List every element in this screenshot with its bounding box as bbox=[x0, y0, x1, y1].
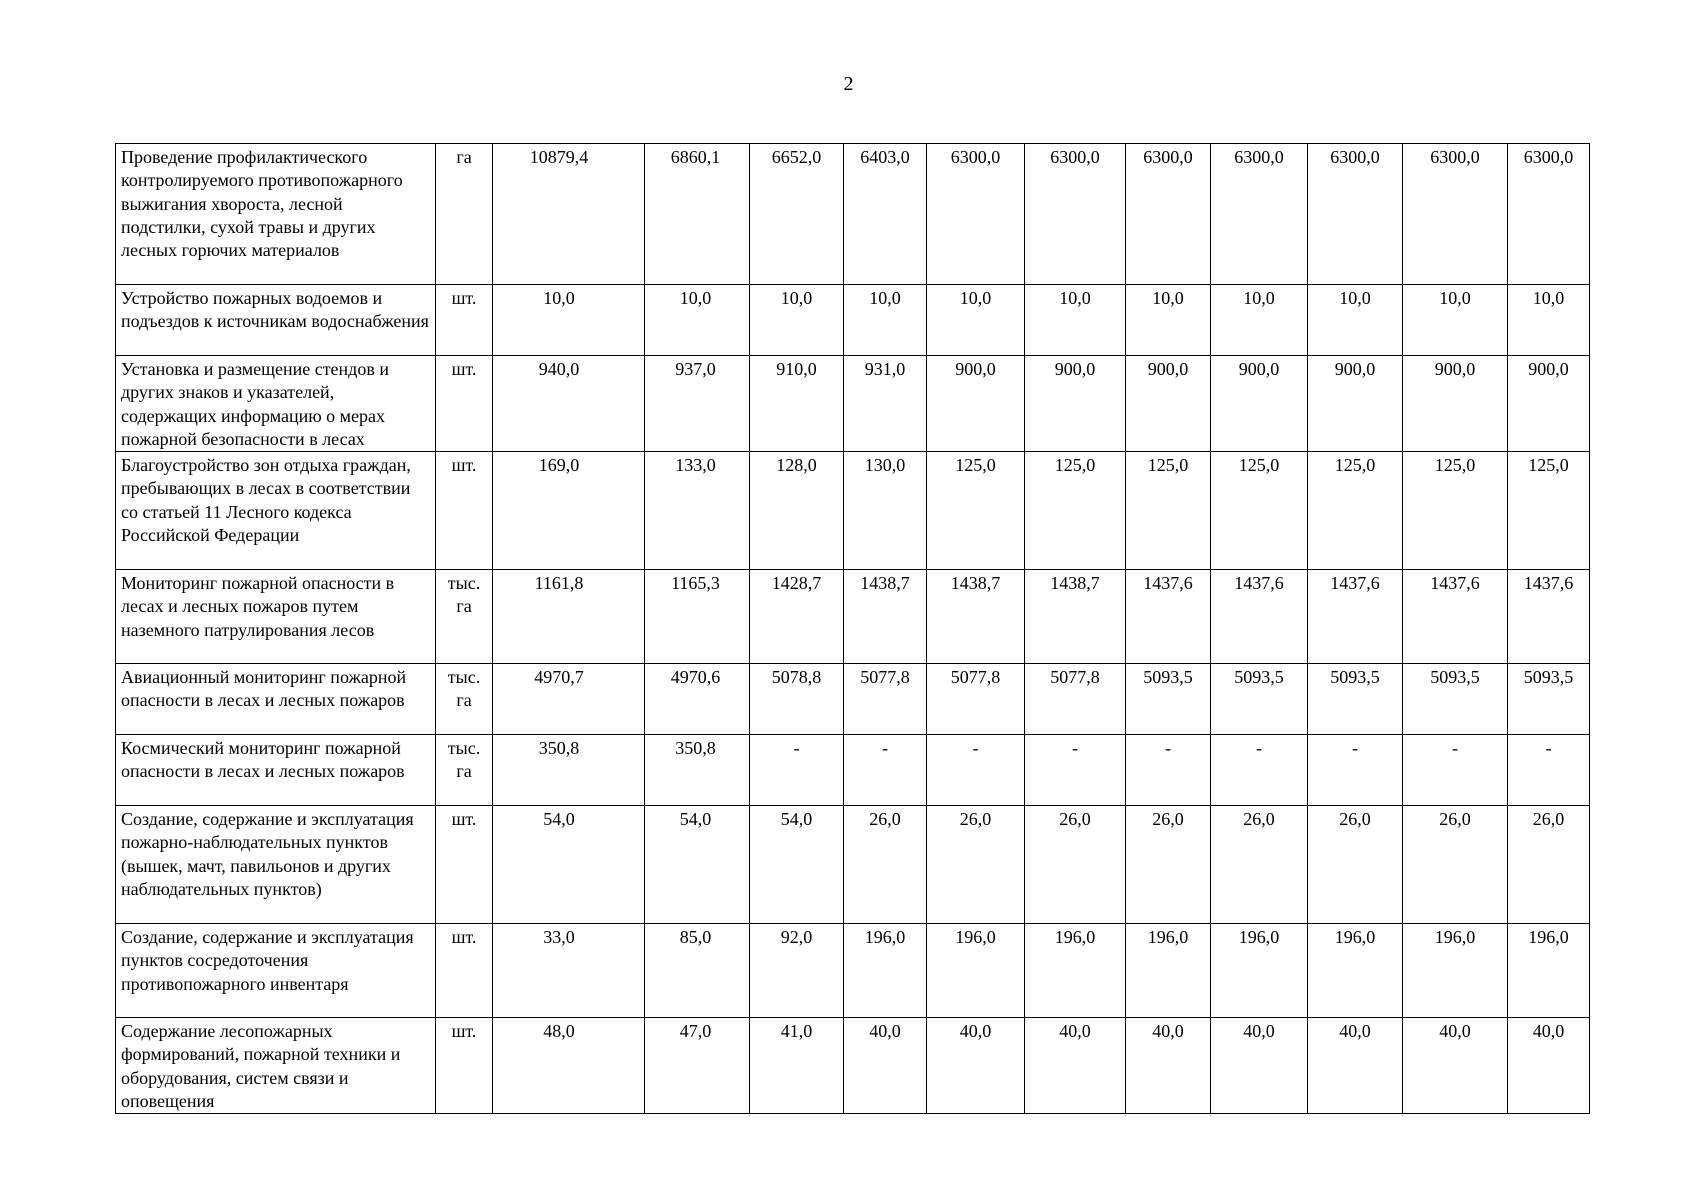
value-cell: 1165,3 bbox=[645, 570, 750, 664]
table-row bbox=[116, 452, 1590, 570]
value-cell: 26,0 bbox=[1308, 806, 1403, 924]
value-cell: - bbox=[927, 735, 1025, 806]
value-cell: - bbox=[1403, 735, 1508, 806]
value-cell: 125,0 bbox=[1025, 452, 1126, 570]
value-cell: 40,0 bbox=[927, 1018, 1025, 1114]
value-cell: 196,0 bbox=[1025, 924, 1126, 1018]
value-cell: 10,0 bbox=[750, 285, 844, 356]
value-cell: 10,0 bbox=[1403, 285, 1508, 356]
value-cell: 6300,0 bbox=[1025, 144, 1126, 285]
value-cell: 10,0 bbox=[1308, 285, 1403, 356]
table-row bbox=[116, 806, 1590, 924]
value-cell: 6300,0 bbox=[1308, 144, 1403, 285]
value-cell: 1437,6 bbox=[1508, 570, 1590, 664]
value-cell: 196,0 bbox=[1508, 924, 1590, 1018]
activity-name-cell: Космический мониторинг пожарной опасности в лесах и лесных пожаров bbox=[116, 735, 436, 806]
value-cell: 196,0 bbox=[1211, 924, 1308, 1018]
value-cell: 10,0 bbox=[645, 285, 750, 356]
activity-name-cell: Мониторинг пожарной опасности в лесах и лесных пожаров путем наземного патрулирования лесов bbox=[116, 570, 436, 664]
value-cell: 1161,8 bbox=[493, 570, 645, 664]
value-cell: 40,0 bbox=[844, 1018, 927, 1114]
table-row bbox=[116, 570, 1590, 664]
value-cell: 33,0 bbox=[493, 924, 645, 1018]
value-cell: 40,0 bbox=[1508, 1018, 1590, 1114]
table-body bbox=[116, 144, 1590, 1114]
value-cell: 128,0 bbox=[750, 452, 844, 570]
value-cell: 10879,4 bbox=[493, 144, 645, 285]
value-cell: 125,0 bbox=[1211, 452, 1308, 570]
value-cell: 900,0 bbox=[1126, 356, 1211, 452]
table-row bbox=[116, 1018, 1590, 1114]
value-cell: 6300,0 bbox=[1211, 144, 1308, 285]
value-cell: 26,0 bbox=[927, 806, 1025, 924]
value-cell: 92,0 bbox=[750, 924, 844, 1018]
value-cell: 1438,7 bbox=[1025, 570, 1126, 664]
value-cell: 931,0 bbox=[844, 356, 927, 452]
table-row bbox=[116, 924, 1590, 1018]
activity-name-cell: Установка и размещение стендов и других знаков и указателей, содержащих информацию о мерах пожарной безопасности в лесах bbox=[116, 356, 436, 452]
value-cell: 54,0 bbox=[493, 806, 645, 924]
value-cell: 196,0 bbox=[1126, 924, 1211, 1018]
unit-cell: шт. bbox=[436, 1018, 493, 1114]
value-cell: - bbox=[844, 735, 927, 806]
value-cell: 125,0 bbox=[1308, 452, 1403, 570]
value-cell: 6300,0 bbox=[1403, 144, 1508, 285]
value-cell: - bbox=[1308, 735, 1403, 806]
table-row bbox=[116, 664, 1590, 735]
value-cell: - bbox=[750, 735, 844, 806]
value-cell: - bbox=[1025, 735, 1126, 806]
value-cell: 48,0 bbox=[493, 1018, 645, 1114]
unit-cell: шт. bbox=[436, 924, 493, 1018]
activity-name-cell: Устройство пожарных водоемов и подъездов к источникам водоснабжения bbox=[116, 285, 436, 356]
value-cell: 900,0 bbox=[1403, 356, 1508, 452]
unit-cell: тыс. га bbox=[436, 570, 493, 664]
activities-table bbox=[115, 143, 1590, 1114]
value-cell: 350,8 bbox=[493, 735, 645, 806]
value-cell: 900,0 bbox=[1308, 356, 1403, 452]
value-cell: 125,0 bbox=[1508, 452, 1590, 570]
value-cell: 40,0 bbox=[1403, 1018, 1508, 1114]
activity-name-cell: Благоустройство зон отдыха граждан, пребывающих в лесах в соответствии со статьей 11 Лесного кодекса Российской Федерации bbox=[116, 452, 436, 570]
table-row bbox=[116, 735, 1590, 806]
value-cell: 5093,5 bbox=[1403, 664, 1508, 735]
value-cell: 125,0 bbox=[1126, 452, 1211, 570]
value-cell: 4970,6 bbox=[645, 664, 750, 735]
value-cell: 41,0 bbox=[750, 1018, 844, 1114]
unit-cell: тыс. га bbox=[436, 664, 493, 735]
value-cell: 196,0 bbox=[1308, 924, 1403, 1018]
value-cell: 900,0 bbox=[1211, 356, 1308, 452]
value-cell: 130,0 bbox=[844, 452, 927, 570]
value-cell: 125,0 bbox=[927, 452, 1025, 570]
value-cell: 26,0 bbox=[1025, 806, 1126, 924]
value-cell: - bbox=[1211, 735, 1308, 806]
value-cell: 5077,8 bbox=[844, 664, 927, 735]
value-cell: 196,0 bbox=[1403, 924, 1508, 1018]
value-cell: 5077,8 bbox=[927, 664, 1025, 735]
activity-name-cell: Проведение профилактического контролируемого противопожарного выжигания хвороста, лесной подстилки, сухой травы и других лесных горючих материалов bbox=[116, 144, 436, 285]
value-cell: 169,0 bbox=[493, 452, 645, 570]
unit-cell: шт. bbox=[436, 452, 493, 570]
value-cell: 4970,7 bbox=[493, 664, 645, 735]
value-cell: 196,0 bbox=[927, 924, 1025, 1018]
value-cell: 910,0 bbox=[750, 356, 844, 452]
value-cell: 40,0 bbox=[1025, 1018, 1126, 1114]
value-cell: 6860,1 bbox=[645, 144, 750, 285]
value-cell: 5077,8 bbox=[1025, 664, 1126, 735]
value-cell: 10,0 bbox=[844, 285, 927, 356]
value-cell: 900,0 bbox=[1025, 356, 1126, 452]
value-cell: 6403,0 bbox=[844, 144, 927, 285]
value-cell: 10,0 bbox=[1211, 285, 1308, 356]
value-cell: 1438,7 bbox=[844, 570, 927, 664]
value-cell: 900,0 bbox=[1508, 356, 1590, 452]
value-cell: 900,0 bbox=[927, 356, 1025, 452]
unit-cell: тыс. га bbox=[436, 735, 493, 806]
value-cell: 5093,5 bbox=[1508, 664, 1590, 735]
value-cell: 54,0 bbox=[750, 806, 844, 924]
value-cell: 350,8 bbox=[645, 735, 750, 806]
activity-name-cell: Авиационный мониторинг пожарной опасности в лесах и лесных пожаров bbox=[116, 664, 436, 735]
table-row bbox=[116, 356, 1590, 452]
value-cell: 10,0 bbox=[1025, 285, 1126, 356]
value-cell: 6300,0 bbox=[1126, 144, 1211, 285]
value-cell: 10,0 bbox=[1508, 285, 1590, 356]
value-cell: 6300,0 bbox=[1508, 144, 1590, 285]
value-cell: 26,0 bbox=[1126, 806, 1211, 924]
value-cell: 1438,7 bbox=[927, 570, 1025, 664]
table-row bbox=[116, 144, 1590, 285]
value-cell: 26,0 bbox=[844, 806, 927, 924]
value-cell: 5093,5 bbox=[1126, 664, 1211, 735]
value-cell: 40,0 bbox=[1126, 1018, 1211, 1114]
unit-cell: шт. bbox=[436, 356, 493, 452]
value-cell: 196,0 bbox=[844, 924, 927, 1018]
value-cell: 1437,6 bbox=[1403, 570, 1508, 664]
value-cell: 54,0 bbox=[645, 806, 750, 924]
value-cell: 10,0 bbox=[927, 285, 1025, 356]
value-cell: 85,0 bbox=[645, 924, 750, 1018]
value-cell: 40,0 bbox=[1308, 1018, 1403, 1114]
value-cell: 1437,6 bbox=[1126, 570, 1211, 664]
unit-cell: шт. bbox=[436, 285, 493, 356]
value-cell: 10,0 bbox=[493, 285, 645, 356]
value-cell: 10,0 bbox=[1126, 285, 1211, 356]
value-cell: 5093,5 bbox=[1211, 664, 1308, 735]
value-cell: 6300,0 bbox=[927, 144, 1025, 285]
value-cell: 125,0 bbox=[1403, 452, 1508, 570]
unit-cell: га bbox=[436, 144, 493, 285]
value-cell: - bbox=[1126, 735, 1211, 806]
value-cell: 5078,8 bbox=[750, 664, 844, 735]
value-cell: - bbox=[1508, 735, 1590, 806]
value-cell: 5093,5 bbox=[1308, 664, 1403, 735]
value-cell: 1437,6 bbox=[1211, 570, 1308, 664]
value-cell: 937,0 bbox=[645, 356, 750, 452]
value-cell: 940,0 bbox=[493, 356, 645, 452]
value-cell: 26,0 bbox=[1211, 806, 1308, 924]
unit-cell: шт. bbox=[436, 806, 493, 924]
value-cell: 6652,0 bbox=[750, 144, 844, 285]
value-cell: 47,0 bbox=[645, 1018, 750, 1114]
table-row bbox=[116, 285, 1590, 356]
activity-name-cell: Создание, содержание и эксплуатация пунктов сосредоточения противопожарного инвентаря bbox=[116, 924, 436, 1018]
activity-name-cell: Содержание лесопожарных формирований, пожарной техники и оборудования, систем связи и оповещения bbox=[116, 1018, 436, 1114]
page-number: 2 bbox=[843, 73, 854, 95]
value-cell: 1428,7 bbox=[750, 570, 844, 664]
value-cell: 26,0 bbox=[1403, 806, 1508, 924]
value-cell: 40,0 bbox=[1211, 1018, 1308, 1114]
value-cell: 1437,6 bbox=[1308, 570, 1403, 664]
value-cell: 26,0 bbox=[1508, 806, 1590, 924]
value-cell: 133,0 bbox=[645, 452, 750, 570]
activity-name-cell: Создание, содержание и эксплуатация пожарно-наблюдательных пунктов (вышек, мачт, павильонов и других наблюдательных пунктов) bbox=[116, 806, 436, 924]
